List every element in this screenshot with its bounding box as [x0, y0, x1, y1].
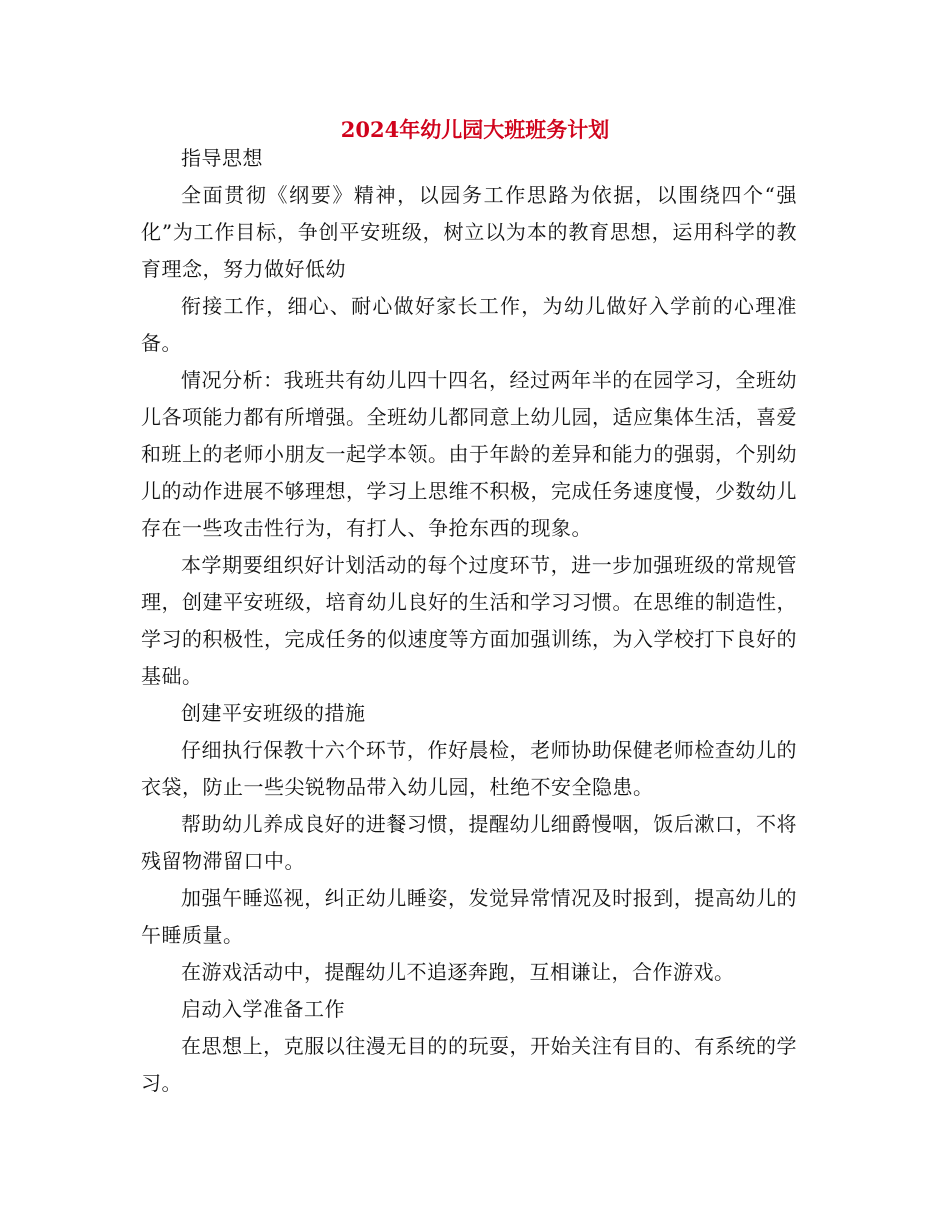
- section-heading: 启动入学准备工作: [181, 997, 345, 1021]
- paragraph: 全面贯彻《纲要》精神，以园务工作思路为依据，以围绕四个“强化”为工作目标，争创平安班级，树立以为本的教育思想，运用科学的教育理念，努力做好低幼: [141, 183, 797, 281]
- paragraph: 帮助幼儿养成良好的进餐习惯，提醒幼儿细爵慢咽，饭后漱口，不将残留物滞留口中。: [141, 812, 797, 873]
- document-body: [141, 140, 797, 1102]
- paragraph: 衔接工作，细心、耐心做好家长工作，为幼儿做好入学前的心理准备。: [141, 294, 797, 355]
- section-heading: 指导思想: [181, 146, 263, 170]
- section-heading: 创建平安班级的措施: [181, 701, 366, 725]
- paragraph: 仔细执行保教十六个环节，作好晨检，老师协助保健老师检查幼儿的衣袋，防止一些尖锐物品带入幼儿园，杜绝不安全隐患。: [141, 738, 797, 799]
- paragraph: 加强午睡巡视，纠正幼儿睡姿，发觉异常情况及时报到，提高幼儿的午睡质量。: [141, 886, 797, 947]
- paragraph: 在游戏活动中，提醒幼儿不追逐奔跑，互相谦让，合作游戏。: [181, 960, 735, 984]
- paragraph: 情况分析：我班共有幼儿四十四名，经过两年半的在园学习，全班幼儿各项能力都有所增强。全班幼儿都同意上幼儿园，适应集体生活，喜爱和班上的老师小朋友一起学本领。由于年龄的差异和能力的强弱，个别幼儿的动作进展不够理想，学习上思维不积极，完成任务速度慢，少数幼儿存在一些攻击性行为，有打人、争抢东西的现象。: [141, 368, 797, 540]
- document-title: 2024年幼儿园大班班务计划: [340, 117, 610, 142]
- paragraph: 在思想上，克服以往漫无目的的玩耍，开始关注有目的、有系统的学习。: [141, 1034, 797, 1095]
- paragraph: 本学期要组织好计划活动的每个过度环节，进一步加强班级的常规管理，创建平安班级，培育幼儿良好的生活和学习习惯。在思维的制造性，学习的积极性，完成任务的似速度等方面加强训练，为入学校打下良好的基础。: [141, 553, 797, 688]
